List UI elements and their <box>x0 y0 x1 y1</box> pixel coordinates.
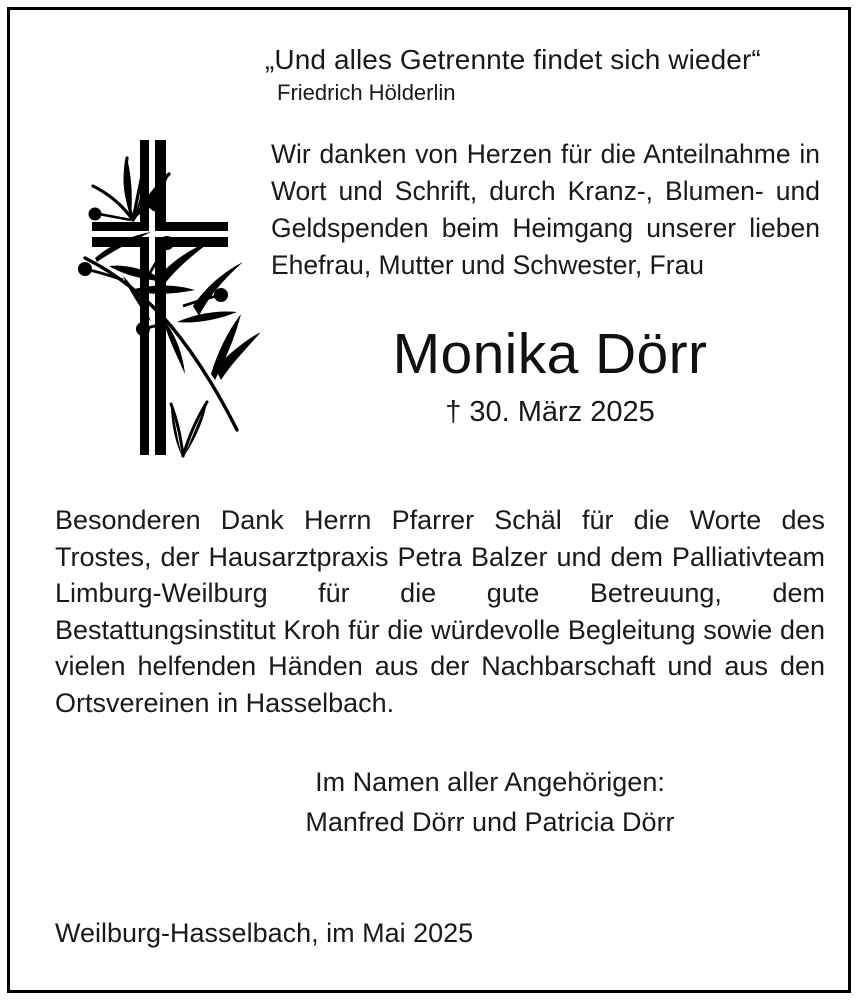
intro-paragraph: Wir danken von Herzen für die Anteilnahme in Wort und Schrift, durch Kranz-, Blumen- und Geldspenden beim Heimgang unserer lieben Ehefrau, Mutter und Schwester, Frau <box>271 139 820 280</box>
epitaph-quote-text: „Und alles Getrennte findet sich wieder“ <box>265 44 761 75</box>
cross-with-olive-branches-icon <box>65 130 260 460</box>
notice-content <box>10 10 848 990</box>
deceased-block <box>265 322 835 429</box>
family-block <box>140 762 840 842</box>
family-names-line: Manfred Dörr und Patricia Dörr <box>305 807 675 837</box>
family-intro-line: Im Namen aller Angehörigen: <box>315 767 665 797</box>
place-and-date: Weilburg-Hasselbach, im Mai 2025 <box>55 918 474 948</box>
death-date: † 30. März 2025 <box>445 396 655 429</box>
epitaph-quote-author: Friedrich Hölderlin <box>277 80 456 105</box>
epitaph-quote-block <box>265 44 825 106</box>
deceased-name: Monika Dörr <box>392 322 708 386</box>
obituary-notice-card <box>7 7 851 993</box>
thanks-paragraph: Besonderen Dank Herrn Pfarrer Schäl für die Worte des Trostes, der Hausarztpraxis Petra Balzer und dem Palliativteam Limburg-Weilburg für die gute Betreuung, dem Bestattungsinstitut Kroh für die würdevolle Begleitung sowie den vielen helfenden Händen aus der Nachbarschaft und aus den Ortsvereinen in Hasselbach. <box>55 505 825 718</box>
